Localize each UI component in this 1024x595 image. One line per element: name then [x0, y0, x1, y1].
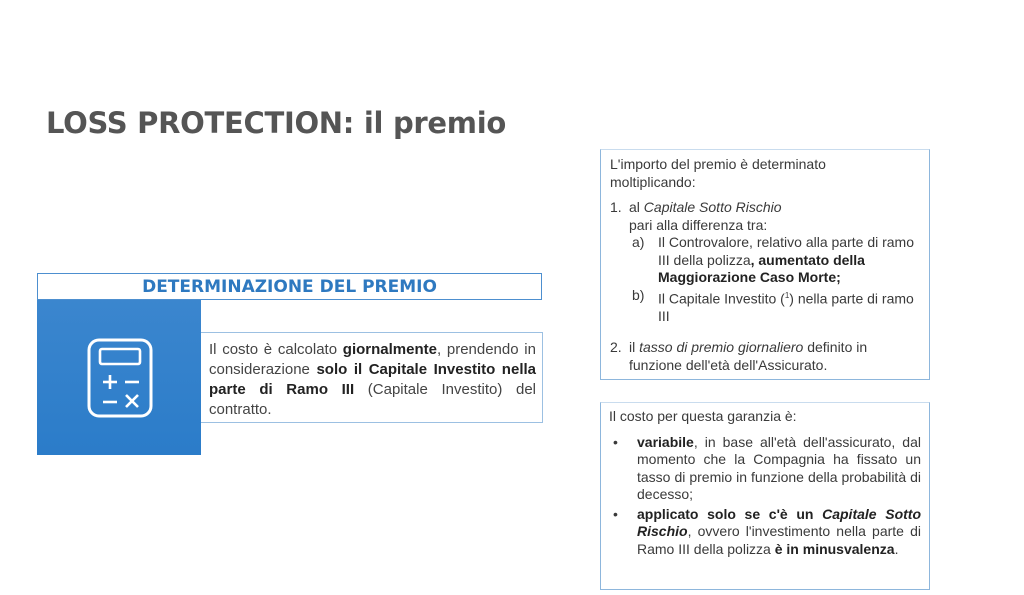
calculator-icon: [87, 338, 153, 418]
subitem-text: Il Capitale Investito (: [658, 290, 785, 307]
desc-text: Il costo è calcolato: [209, 341, 343, 358]
desc-bold: giornalmente: [342, 341, 437, 358]
importo-intro: L'importo del premio è determinato moltiplicando:: [610, 156, 826, 190]
item-number: 1.: [610, 199, 622, 215]
desc-text: , prendendo in considerazione: [209, 341, 536, 378]
desc-bold: solo il Capitale Investito nella parte di Ramo III: [209, 361, 536, 398]
item-text: al: [629, 199, 644, 215]
bullet-icon: •: [613, 433, 618, 450]
bullet-text: .: [894, 540, 899, 557]
item-text: pari alla differenza tra:: [629, 216, 768, 233]
importo-box: [600, 149, 930, 380]
subitem-text: Il Controvalore, relativo alla parte di ramo III della polizza: [658, 234, 915, 268]
page-title: LOSS PROTECTION: il premio: [46, 106, 506, 140]
bullet-bold: è in minusvalenza: [774, 540, 895, 557]
list-subitem: [610, 234, 919, 287]
list-item: [609, 506, 921, 559]
section-header: DETERMINAZIONE DEL PREMIO: [37, 273, 542, 300]
item-text: il: [629, 339, 640, 356]
bullet-term: Capitale Sotto Rischio: [637, 505, 921, 539]
item-term: tasso di premio giornaliero: [639, 339, 804, 356]
premium-description: [201, 332, 543, 423]
footnote-ref: 1: [784, 290, 790, 300]
calculator-panel: [37, 300, 201, 455]
bullet-bold: variabile: [637, 433, 694, 450]
subitem-text: ) nella parte di ramo III: [658, 290, 914, 324]
desc-text: (Capitale Investito) del contratto.: [209, 381, 536, 418]
subitem-letter: a): [632, 234, 645, 250]
subitem-bold: , aumentato della Maggiorazione Caso Morte;: [658, 251, 865, 285]
costo-box: [600, 402, 930, 590]
bullet-icon: •: [613, 505, 618, 522]
item-number: 2.: [610, 339, 622, 356]
item-text: definito in funzione dell'età dell'Assicurato.: [629, 339, 868, 373]
subitem-letter: b): [632, 286, 645, 303]
list-item: [609, 434, 921, 504]
bullet-text: , in base all'età dell'assicurato, dal momento che la Compagnia ha fissato un tasso di premio in funzione della probabilità di decesso;: [637, 433, 921, 502]
list-item: [610, 339, 919, 374]
list-subitem: [610, 287, 919, 326]
costo-intro: Il costo per questa garanzia è:: [609, 408, 797, 424]
list-item: [610, 199, 919, 234]
item-term: Capitale Sotto Rischio: [643, 199, 782, 215]
bullet-text: , ovvero l'investimento nella parte di Ramo III della polizza: [637, 523, 921, 557]
bullet-bold: applicato solo se c'è un: [637, 505, 823, 522]
